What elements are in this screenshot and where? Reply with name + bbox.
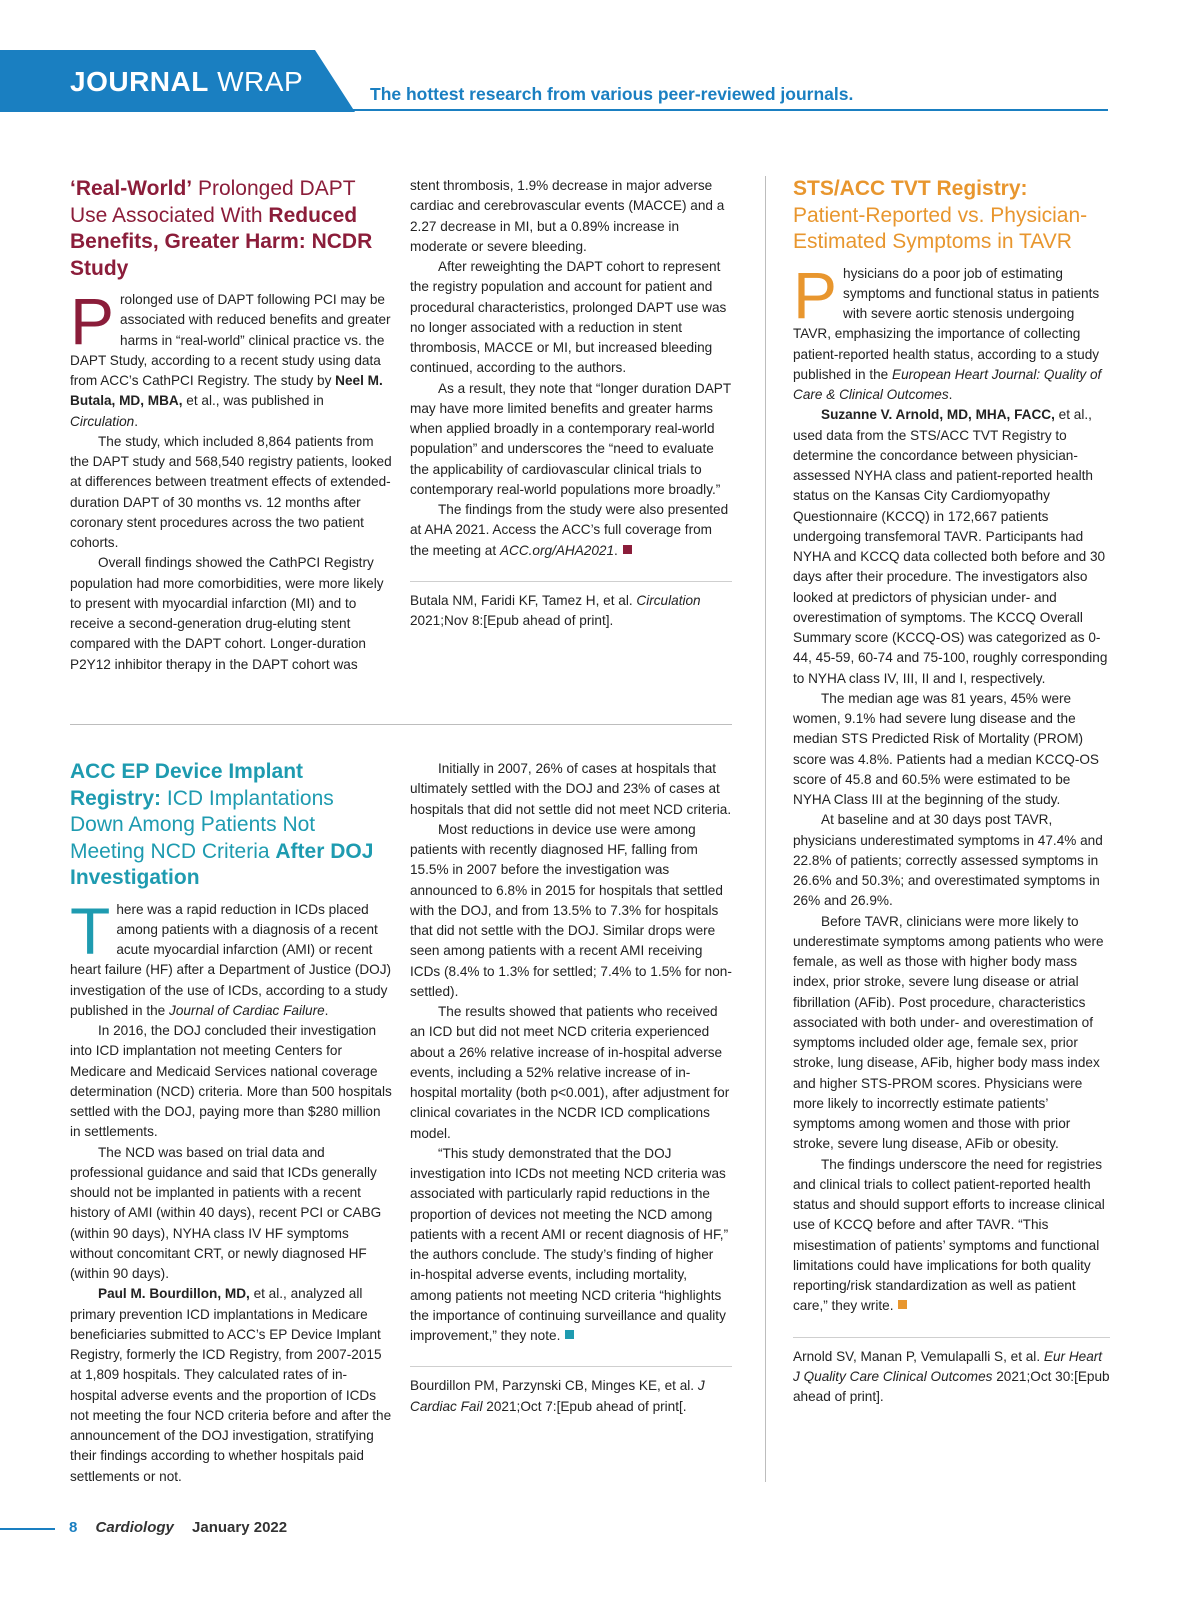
section-title: [70, 66, 303, 98]
article-divider: [70, 724, 732, 725]
article2-reference: [410, 1366, 732, 1417]
article2-ref-journal: J Cardiac Fail: [410, 1378, 705, 1414]
section-title-bold: JOURNAL: [70, 66, 209, 97]
article2-col2: [410, 759, 732, 1417]
article1-journal: Circulation: [70, 413, 135, 429]
article2-para1: [70, 893, 392, 1022]
article2-headline-a: ACC EP Device Implant Registry:: [70, 760, 304, 810]
article1-para6: [410, 500, 732, 561]
article1-para2: The study, which included 8,864 patients from the DAPT study and 568,540 registry patients, looked at differences between treatment effects of extended-duration DAPT of 30 months vs. 12 months after coronary stent procedures across the two patient cohorts.: [70, 433, 392, 550]
article3-para2-text: et al., used data from the STS/ACC TVT Registry to determine the concordance between physician-assessed NYHA class and patient-reported health status on the Kansas City Cardiomyopathy Questionnaire (KCCQ) in 172,667 patients undergoing transfemoral TAVR. Participants had NYHA and KCCQ data collected both before and 30 days after their procedure. The investigators also looked at predictors of physician under- and overestimation of symptoms. The KCCQ Overall Summary score (KCCQ-OS) was categorized as 0-44, 45-59, 60-74 and 75-100, roughly corresponding to NYHA class IV, III, II and I, respectively.: [793, 407, 1108, 686]
article1-ref-a: Butala NM, Faridi KF, Tamez H, et al.: [410, 592, 637, 608]
article1-para3: Overall findings showed the CathPCI Registry population had more comorbidities, were more likely to present with myocardial infarction (MI) and to receive a second-generation drug-eluting stent compared with the DAPT cohort. Longer-duration P2Y12 inhibitor therapy in the DAPT cohort was: [70, 555, 384, 672]
article1-ref-journal: Circulation: [636, 592, 701, 608]
article1-reference: [410, 581, 732, 632]
article2-col1: [70, 759, 392, 1487]
article2-para6: Most reductions in device use were among patients with recently diagnosed HF, falling from 15.5% in 2007 before the investigation was announced to 6.8% in 2015 for hospitals that settled with the DOJ, and from 13.5% to 7.3% for hospitals that did not settle with the DOJ. Similar drops were seen among patients with a recent AMI receiving ICDs (8.4% to 1.3% for settled; 7.4% to 1.5% for non-settled).: [410, 821, 732, 999]
article2-para4-text: et al., analyzed all primary prevention ICD implantations in Medicare beneficiaries submitted to ACC’s EP Device Implant Registry, formerly the ICD Registry, from 2007-2015 at 1,809 hospitals. They calculated rates of in-hospital adverse events and the proportion of ICDs not meeting the four NCD criteria before and after the announcement of the DOJ investigation, stratifying their findings according to whether hospitals paid settlements or not.: [70, 1286, 392, 1484]
article3-para2: [793, 405, 1110, 689]
article3-ref-a: Arnold SV, Manan P, Vemulapalli S, et al.: [793, 1348, 1044, 1364]
magazine-name: Cardiology: [95, 1519, 174, 1536]
article1-para6-b: .: [614, 542, 618, 558]
article1-headline-c: Reduced Benefits, Greater Harm: NCDR Study: [70, 203, 373, 280]
article3-end-mark: [898, 1300, 907, 1309]
article1-para4: After reweighting the DAPT cohort to represent the registry population and account for patient and procedural characteristics, prolonged DAPT use was no longer associated with a reduction in stent thrombosis, MACCE or MI, but increased bleeding continued, according to the authors.: [410, 259, 727, 376]
article2-para4: [70, 1284, 392, 1487]
article3-para6-text: The findings underscore the need for registries and clinical trials to collect patient-reported health status and should support efforts to increase clinical use of KCCQ before and after TAVR. “This misestimation of patients’ symptoms and functional limitations could have implications for both quality reporting/risk standardization as well as patient care,” they write.: [793, 1156, 1105, 1314]
article3-headline-b: Patient-Reported vs. Physician-Estimated Symptoms in TAVR: [793, 203, 1088, 253]
footer-rule: [0, 1528, 55, 1530]
article2-para5: Initially in 2007, 26% of cases at hospitals that ultimately settled with the DOJ and 23% of cases at hospitals that did not settle did not meet NCD criteria.: [410, 761, 732, 817]
article1-headline-a: ‘Real-World’: [70, 177, 193, 200]
article3-para5: Before TAVR, clinicians were more likely to underestimate symptoms among patients who were female, as well as those with higher body mass index, prior stroke, severe lung disease or atrial fibrillation (AFib). Post procedure, characteristics associated with both under- and overestimation of symptoms included older age, female sex, prior stroke, lung disease, AFib, higher body mass index and higher STS-PROM scores. Physicians were more likely to incorrectly estimate patients’ symptoms among women and those with prior stroke, severe lung disease, AFib or obesity.: [793, 913, 1104, 1152]
article3-reference: [793, 1337, 1110, 1408]
article1-para3-cont: stent thrombosis, 1.9% decrease in major adverse cardiac and cerebrovascular events (MACCE) and a 2.27 decrease in MI, but a 0.89% increase in moderate or severe bleeding.: [410, 178, 725, 254]
page-number: 8: [69, 1519, 78, 1536]
article3-dropcap: P: [793, 257, 838, 332]
article3-ref-journal: Eur Heart J Quality Care Clinical Outcomes: [793, 1348, 1103, 1384]
column-divider: [765, 176, 766, 1482]
article1-para1: [70, 284, 392, 432]
article1-author: Neel M. Butala, MD, MBA,: [70, 373, 383, 409]
article2-headline-c: After DOJ Investigation: [70, 839, 374, 889]
article2-para8-text: “This study demonstrated that the DOJ investigation into ICDs not meeting NCD criteria was associated with particularly rapid reductions in the proportion of devices not meeting the NCD among patients with a recent AMI or recent diagnosis of HF,” the authors conclude. The study’s finding of higher in-hospital adverse events, including mortality, among patients not meeting NCD criteria “highlights the importance of continuing surveillance and quality improvement,” they note.: [410, 1145, 729, 1343]
article2-para1-b: .: [324, 1002, 329, 1018]
article2-para8: [410, 1144, 732, 1347]
section-title-light: WRAP: [217, 66, 304, 97]
article1-dropcap: P: [70, 284, 115, 358]
article3-para1-b: .: [948, 387, 953, 402]
article1-para1-a: rolonged use of DAPT following PCI may be associated with reduced benefits and greater harms in “real-world” clinical practice vs. the DAPT Study, according to a recent study using data from ACC’s CathPCI Registry. The study by: [70, 292, 391, 388]
article2-dropcap: T: [70, 893, 111, 968]
article1-para5: As a result, they note that “longer duration DAPT may have more limited benefits and greater harms when applied broadly in a contemporary real-world population” and underscores the “need to evaluate the applicability of cardiovascular clinical trials to contemporary real-world populations more broadly.”: [410, 380, 731, 497]
article1-col2: [410, 176, 732, 631]
article3-author: Suzanne V. Arnold, MD, MHA, FACC,: [821, 407, 1055, 423]
article2-end-mark: [565, 1330, 574, 1339]
article1-headline: [70, 176, 392, 282]
article1-para1-b: et al., was published in: [182, 393, 324, 409]
header-rule: [340, 109, 1108, 111]
article1-headline-b: Prolonged DAPT Use Associated With: [70, 177, 356, 227]
article3-para1: [793, 257, 1110, 406]
article3-para1-a: hysicians do a poor job of estimating symptoms and functional status in patients with severe aortic stenosis undergoing TAVR, emphasizing the importance of collecting patient-reported health status, according to a study published in the: [793, 265, 1100, 382]
section-tagline: The hottest research from various peer-reviewed journals.: [370, 84, 854, 104]
article1-para1-c: .: [134, 413, 138, 429]
article3-para4: At baseline and at 30 days post TAVR, physicians underestimated symptoms in 47.4% and 22.8% of patients; correctly assessed symptoms in 26.6% and 50.3%; and overestimated symptoms in 26% and 26.9%.: [793, 812, 1103, 909]
article2-ref-a: Bourdillon PM, Parzynski CB, Minges KE, et al.: [410, 1378, 698, 1394]
article1-ref-b: 2021;Nov 8:[Epub ahead of print].: [410, 613, 614, 628]
article3-headline: [793, 176, 1110, 256]
page-footer: [69, 1519, 287, 1536]
article2-ref-b: 2021;Oct 7:[Epub ahead of print[.: [482, 1398, 687, 1414]
article3-journal: European Heart Journal: Quality of Care & Clinical Outcomes: [793, 366, 1102, 402]
article2-para2: In 2016, the DOJ concluded their investigation into ICD implantation not meeting Centers for Medicare and Medicaid Services national coverage determination (NCD) criteria. More than 500 hospitals settled with the DOJ, paying more than $280 million in settlements.: [70, 1023, 392, 1140]
article2-author: Paul M. Bourdillon, MD,: [98, 1286, 250, 1302]
article3-para6: [793, 1155, 1110, 1317]
article2-para3: The NCD was based on trial data and professional guidance and said that ICDs generally should not be implanted in patients with a recent history of AMI (within 40 days), recent PCI or CABG (within 90 days), NYHA class IV HF symptoms without concomitant CRT, or newly diagnosed HF (within 90 days).: [70, 1144, 382, 1281]
article2-para7: The results showed that patients who received an ICD but did not meet NCD criteria experienced about a 26% relative increase of in-hospital adverse events, including a 52% relative increase of in-hospital mortality (both p<0.001), after adjustment for clinical covariates in the NCDR ICD complications model.: [410, 1004, 730, 1141]
article1-end-mark: [623, 545, 632, 554]
article1-para6-a: The findings from the study were also presented at AHA 2021. Access the ACC’s full coverage from the meeting at: [410, 502, 729, 558]
article2-headline-b: ICD Implantations Down Among Patients Not Meeting NCD Criteria: [70, 786, 334, 863]
article3-col: [793, 176, 1110, 1407]
article3-para3: The median age was 81 years, 45% were women, 9.1% had severe lung disease and the median STS Predicted Risk of Mortality (PROM) score was 4.8%. Patients had a median KCCQ-OS score of 45.8 and 60.5% were estimated to be NYHA Class III at the beginning of the study.: [793, 690, 1099, 807]
issue-date: January 2022: [192, 1519, 288, 1536]
article2-journal: Journal of Cardiac Failure: [169, 1002, 325, 1018]
article2-para1-a: here was a rapid reduction in ICDs placed among patients with a diagnosis of a recent acute myocardial infarction (AMI) or recent heart failure (HF) after a Department of Justice (DOJ) investigation of the use of ICDs, according to a study published in the: [70, 901, 392, 1018]
article3-ref-b: 2021;Oct 30:[Epub ahead of print].: [793, 1368, 1110, 1404]
article1-col1: [70, 176, 392, 673]
article3-headline-a: STS/ACC TVT Registry:: [793, 177, 1028, 200]
article2-headline: [70, 759, 392, 892]
article1-link[interactable]: ACC.org/AHA2021: [499, 542, 615, 558]
